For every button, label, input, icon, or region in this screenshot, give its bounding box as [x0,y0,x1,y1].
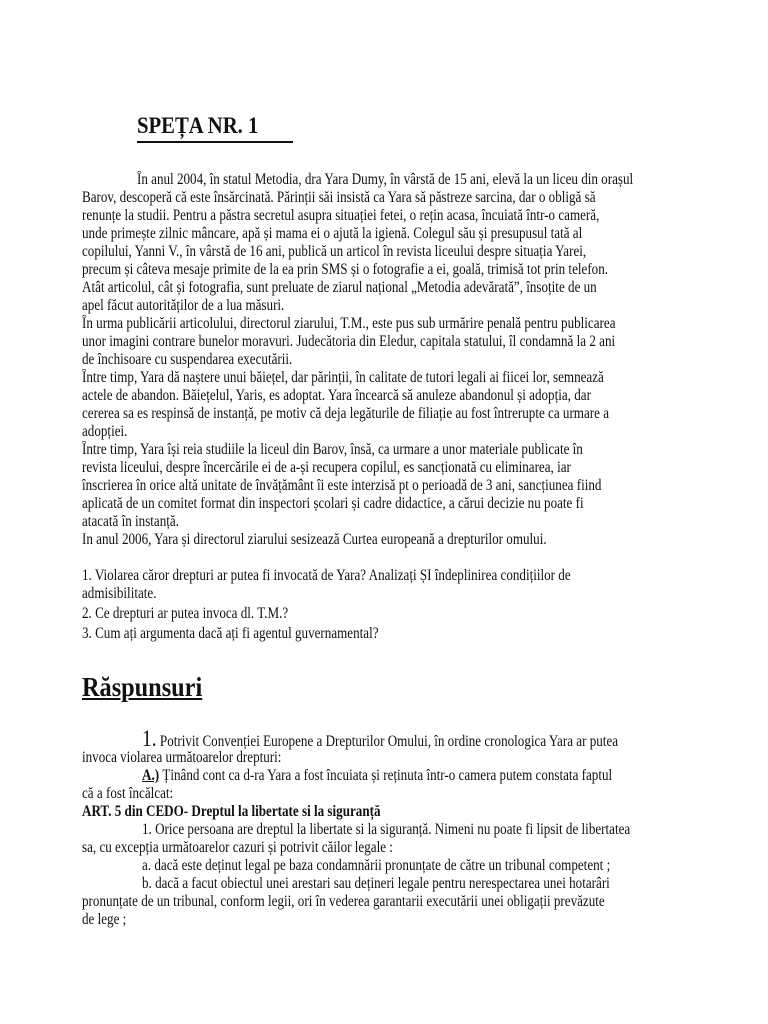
point-line: că a fost încălcat: [82,785,174,802]
question-line: 3. Cum ați argumenta dacă ați fi agentul guvernamental? [82,625,379,642]
article-title: ART. 5 din CEDO- Dreptul la libertate si la siguranță [82,803,381,820]
case-line: apel făcut autorităților de a lua măsuri. [82,297,285,314]
answer-intro-line: invoca violarea următoarelor drepturi: [82,749,282,766]
article-line: b. dacă a facut obiectul unei arestari sau dețineri legale pentru nerespectarea unei hotarâri [142,875,610,892]
case-line: de închisoare cu suspendarea executării. [82,351,293,368]
case-line: actele de abandon. Băiețelul, Yaris, es adoptat. Yara încearcă să anuleze abandonul și adopția, dar [82,387,591,404]
answer-number: 1. [142,726,157,751]
case-line: În urma publicării articolului, directorul ziarului, T.M., este pus sub urmărire penală pentru publicarea [82,315,616,332]
case-line: Între timp, Yara dă naștere unui băiețel, dar părinții, în calitate de tutori legali ai fiicei lor, semnează [82,369,604,386]
case-line: În anul 2004, în statul Metodia, dra Yara Dumy, în vârstă de 15 ani, elevă la un liceu din orașul [137,171,634,188]
case-line: aplicată de un comitet format din inspectori școlari și cadre didactice, a cărui decizie nu poate fi [82,495,584,512]
case-title: SPEȚA NR. 1 [137,113,259,138]
case-line: adopției. [82,423,128,440]
case-line: atacată în instanță. [82,513,179,530]
question-line: admisibilitate. [82,585,157,602]
article-line: de lege ; [82,911,127,928]
answer-intro-text: Potrivit Convenției Europene a Drepturilor Omului, în ordine cronologica Yara ar putea [156,733,619,750]
point-line [142,767,612,785]
case-line: precum și câteva mesaje primite de la ea prin SMS și o fotografie a ei, goală, trimisă tot prin telefon. [82,261,609,278]
case-line: Între timp, Yara își reia studiile la liceul din Barov, însă, ca urmare a unor materiale publicate în [82,441,583,458]
case-line: renunțe la studii. Pentru a păstra secretul asupra situației fetei, o rețin acasa, încuiată într-o cameră, [82,207,600,224]
case-line: Barov, descoperă că este însărcinată. Părinții săi insistă ca Yara să păstreze sarcina, dar o obligă să [82,189,596,206]
article-line: 1. Orice persoana are dreptul la libertate si la siguranță. Nimeni nu poate fi lipsit de libertatea [142,821,631,838]
question-line: 1. Violarea căror drepturi ar putea fi invocată de Yara? Analizați ȘI îndeplinirea condițiilor de [82,567,571,584]
point-text: Ținând cont ca d-ra Yara a fost încuiata și reținuta într-o camera putem constata faptul [159,767,613,784]
case-line: cererea sa es respinsă de instanță, pe motiv că deja legăturile de filiație au fost întrerupte ca urmare a [82,405,610,422]
article-line: sa, cu excepția următoarelor cazuri și potrivit căilor legale : [82,839,393,856]
article-line: a. dacă este deținut legal pe baza condamnării pronunțate de către un tribunal competent ; [142,857,611,874]
case-line: unor imagini contrare bunelor moravuri. Judecătoria din Eledur, capitala statului, îl condamnă la 2 ani [82,333,616,350]
case-line: In anul 2006, Yara și directorul ziarului sesizează Curtea europeană a drepturilor omului. [82,531,547,548]
answers-heading: Răspunsuri [82,672,203,702]
point-label: A.) [142,767,160,784]
case-line: Atât articolul, cât și fotografia, sunt preluate de ziarul național „Metodia adevărată”, însoțite de un [82,279,597,296]
title-underline [137,141,293,143]
article-line: pronunțate de un tribunal, conform legii, ori în vederea garantarii executării unei obligații prevăzute [82,893,605,910]
case-line: înscrierea în orice altă unitate de învățământ îi este interzisă pt o perioadă de 3 ani, sancțiunea fiind [82,477,602,494]
case-line: revista liceului, despre încercările ei de a-și recupera copilul, es sancționată cu eliminarea, iar [82,459,571,476]
case-line: unde primește zilnic mâncare, apă și mama ei o ajută la igienă. Colegul său și presupusul tată al [82,225,583,242]
question-line: 2. Ce drepturi ar putea invoca dl. T.M.? [82,605,289,622]
case-line: copilului, Yanni V., în vârstă de 16 ani, publică un articol în revista liceului despre situația Yarei, [82,243,587,260]
